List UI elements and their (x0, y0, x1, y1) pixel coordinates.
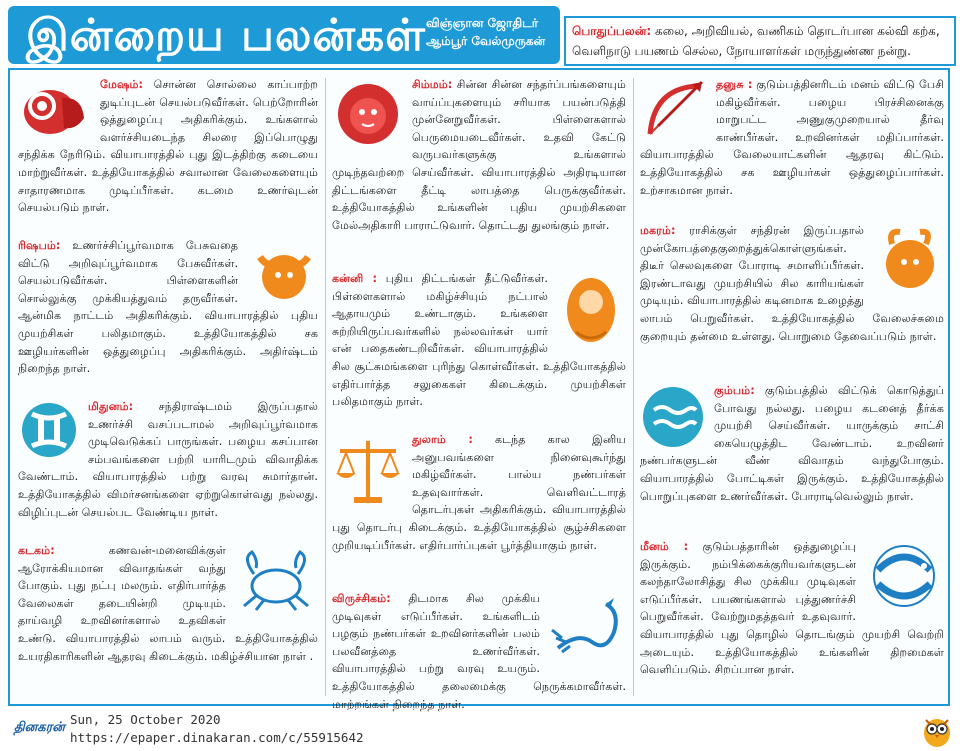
sign-dhanusu (640, 76, 944, 199)
gemini-twins-icon (18, 400, 80, 460)
sign-simmam (332, 76, 626, 234)
source-url[interactable]: https://epaper.dinakaran.com/c/55915642 (70, 730, 364, 745)
aquarius-water-bearer-icon (640, 384, 706, 450)
sign-thulaam (332, 431, 626, 554)
footer (0, 708, 960, 751)
sign-viruchigam (332, 590, 626, 713)
general-forecast (564, 16, 956, 66)
general-forecast-text: கலை, அறிவியல், வணிகம் தொடர்பான கல்வி கற்க, வெளிநாடு பயணம் செல்ல, நோயாளர்கள் மருந்துண்ண நன்று. (572, 24, 940, 58)
sign-name: ரிஷபம்: (18, 239, 61, 252)
leo-lion-icon (332, 78, 404, 148)
sign-kanni (332, 270, 626, 411)
aries-ram-icon (18, 78, 92, 140)
sign-text: புதிய திட்டங்கள் தீட்டுவீர்கள். பிள்ளைகளால் மகிழ்ச்சியும் நட்பால் ஆதாயமும் உண்டாகும். உங்களை சுற்றியிருப்பவர்களில் நல்லவர்கள் யார் என் பதைகண்டறிவீர்கள். வியாபாரத்தில் சில சூட்சுமங்களை புரிந்து கொள்வீர்கள். உத்தியோகத்தில் எதிர்பார்த்த சலுகைகள் கிடைக்கும். முயற்சிகள் பலிதமாகும் நாள். (332, 272, 626, 409)
sign-text: சின்ன சின்ன சந்தர்ப்பங்களையும் வாய்ப்புகளையும் சரியாக பயன்படுத்தி முன்னேறுவீர்கள். பிள்ளைகளால் பெருமையடைவீர்கள். உதவி கேட்டு வருபவர்களுக்கு உங்களால் முடிந்தவற்றை செய்வீர்கள். வியாபாரத்தில் அதிரடியான திட்டங்களை தீட்டி லாபத்தை பெருக்குவீர்கள். உத்தியோகத்தில் உங்களின் புதிய முயற்சிகளை மேல்அதிகாரி பாராட்டுவார். தொட்டது துலங்கும் நாள். (332, 78, 626, 232)
sign-name: மகரம்: (640, 224, 676, 237)
sign-name: தனுசு : (716, 78, 753, 91)
sagittarius-bow-icon (640, 78, 708, 144)
libra-scale-icon (332, 433, 404, 509)
sign-name: துலாம் : (412, 433, 473, 446)
sign-mesham (18, 76, 318, 217)
horoscope-content (8, 68, 950, 711)
sign-text: உணர்ச்சிப்பூர்வமாக பேசுவதை விட்டு அறிவுப்பூர்வமாக பேசுவீர்கள். செயல்படுவீர்கள். பிள்ளைகளின் சொல்லுக்கு முக்கியத்துவம் தருவீர்கள். ஆன்மிக நாட்டம் அதிகரிக்கும். வியாபாரத்தில் புதிய முயற்சிகள் பலிதமாகும். உத்தியோகத்தில் சக ஊழியர்களின் ஒத்துழைப்பு அதிகரிக்கும். அதிர்ஷ்டம் நிறைந்த நாள். (18, 239, 318, 376)
sign-kumbam (640, 382, 944, 505)
sign-meenam (640, 538, 944, 679)
newspaper-logo: தினகரன் (14, 720, 65, 735)
sign-name: மீனம் : (640, 540, 689, 553)
sign-name: கும்பம்: (714, 384, 755, 397)
page-title: இன்றைய பலன்கள் (26, 10, 426, 61)
sign-text: குடும்பத்தாரின் ஒத்துழைப்பு இருக்கும். நம்பிக்கைக்குரியவர்களுடன் கலந்தாலோசித்து சில முக்கிய முடிவுகள் எடுப்பீர்கள். பயணங்களால் புத்துணர்ச்சி பெறுவீர்கள். வேற்றுமதத்தவர் உதவுவார். வியாபாரத்தில் புது தொழில் தொடங்கும் முயற்சி வெற்றி அடையும். உத்தியோகத்தில் உங்களின் திறமைகள் வெளிப்படும். சிறப்பான நாள். (640, 540, 944, 677)
author-credit (426, 14, 558, 50)
sign-text: குடும்பத்தில் விட்டுக் கொடுத்துப் போவது நல்லது. பழைய கடனைத் தீர்க்க முயற்சி செய்வீர்கள். யாருக்கும் சாட்சி கையெழுத்திட வேண்டாம். உறவினர் நண்பர்களுடன் வீண் விவாதம் வந்துபோகும். வியாபாரத்தில் போட்டிகள் இருக்கும். உத்தியோகத்தில் பொறுப்புகளை உணர்வீர்கள். போராடிவெல்லும் நாள். (640, 384, 944, 503)
taurus-bull-icon (246, 239, 318, 305)
sign-text: திடமாக சில முக்கிய முடிவுகள் எடுப்பீர்கள். உங்களிடம் பழகும் நண்பர்கள் உறவினர்களின் பலம் பலவீனத்தை உணர்வீர்கள். வியாபாரத்தில் பற்று வரவு உயரும். உத்தியோகத்தில் தலைமைக்கு நெருக்கமாவீர்கள். மாற்றங்கள் நிறைந்த நாள். (332, 592, 626, 711)
column-divider (325, 78, 326, 696)
cancer-crab-icon (234, 544, 318, 614)
scorpio-scorpion-icon (548, 592, 626, 662)
sign-text: சந்திராஷ்டமம் இருப்பதால் உணர்ச்சி வசப்படாமல் அறிவுப்பூர்வமாக முடிவெடுக்கப் பாருங்கள். பழைய கசப்பான சம்பவங்களை பற்றி யாரிடமும் விவாதிக்க வேண்டாம். வியாபாரத்தில் பற்று வரவு சுமார்தான். உத்தியோகத்தில் விமர்சனங்களை ஏற்றுகொள்வது நல்லது. விழிப்புடன் செயல்பட வேண்டிய நாள். (18, 400, 319, 519)
sign-kadagam (18, 542, 318, 665)
sign-text: சொன்ன சொல்லை காப்பாற்ற துடிப்புடன் செயல்படுவீர்கள். பெற்றோரின் ஒத்துழைப்பு அதிகரிக்கும். உங்களால் வளர்ச்சியடைந்த சிலரை இப்பொழுது சந்திக்க நேரிடும். வியாபாரத்தில் புது இடத்திற்கு கடையை மாற்றுவீர்கள். உத்தியோகத்தில் சவாலான வேலைகளையும் சாதாரணமாக முடிப்பீர்கள். கடமை உணர்வுடன் செயல்படும் நாள். (18, 78, 318, 215)
sign-name: மிதுனம்: (88, 400, 134, 413)
author-line-2: ஆம்பூர் வேல்முருகன் (426, 34, 546, 48)
sign-name: மேஷம்: (100, 78, 143, 91)
owl-icon (922, 714, 952, 748)
sign-text: குடும்பத்தினரிடம் மனம் விட்டு பேசி மகிழ்வீர்கள். பழைய பிரச்சினைக்கு மாறுபட்ட அணுகுமுறையால் தீர்வு காண்பீர்கள். உறவினர்கள் மதிப்பார்கள். வியாபாரத்தில் வேலையாட்களின் ஆதரவு கிட்டும். உத்தியோகத்தில் சக ஊழியர்கள் ஒத்துழைப்பார்கள். உற்சாகமான நாள். (640, 78, 944, 197)
sign-text: கடந்த கால இனிய அனுபவங்களை நினைவுகூர்ந்து மகிழ்வீர்கள். பால்ய நண்பர்கள் உதவுவார்கள். வெளிவட்டாரத் தொடர்புகள் அதிகரிக்கும். வியாபாரத்தில் புது தொடர்பு கிடைக்கும். உத்தியோகத்தில் சூழ்ச்சிகளை முறியடிப்பீர்கள். எதிர்பார்ப்புகள் பூர்த்தியாகும் நாள். (332, 433, 626, 552)
sign-name: விருச்சிகம்: (332, 592, 391, 605)
column-divider (633, 78, 634, 696)
author-line-1: விஞ்ஞான ஜோதிடர் (426, 16, 538, 30)
virgo-maiden-icon (556, 272, 626, 348)
header (8, 6, 948, 66)
pisces-fish-icon (864, 540, 944, 610)
sign-mithunam (18, 398, 318, 521)
sign-name: கடகம்: (18, 544, 55, 557)
sign-text: கணவன்-மனைவிக்குள் ஆரோக்கியமான விவாதங்கள் வந்து போகும். புது நட்பு மலரும். எதிர்பார்த்த வேலைகள் தடையின்றி முடியும். தாய்வழி உறவினர்களால் உதவிகள் உண்டு. வியாபாரத்தில் லாபம் வரும். உத்தியோகத்தில் உயரதிகாரிகளின் ஆதரவு கிடைக்கும். மகிழ்ச்சியான நாள் . (18, 544, 318, 663)
sign-name: சிம்மம்: (412, 78, 453, 91)
sign-magaram (640, 222, 944, 345)
title-banner (8, 6, 560, 64)
sign-rishabam (18, 237, 318, 378)
general-forecast-label: பொதுப்பலன்: (572, 24, 652, 38)
sign-text: ராசிக்குள் சந்திரன் இருப்பதால் முன்கோபத்தைகுறைத்துக்கொள்ளுங்கள். திடீர் செலவுகளை போராடி சமாளிப்பீர்கள். இரண்டாவது முயற்சியில் சில காரியங்கள் முடியும். வியாபாரத்தில் கடினமாக உழைத்து லாபம் பெறுவீர்கள். உத்தியோகத்தில் வேலைச்சுமை குறையும் தன்மை உள்ளது. பொறுமை தேவைப்படும் நாள். (640, 224, 944, 343)
sign-name: கன்னி : (332, 272, 377, 285)
capricorn-goat-icon (872, 224, 944, 294)
publication-date: Sun, 25 October 2020 (70, 712, 221, 727)
